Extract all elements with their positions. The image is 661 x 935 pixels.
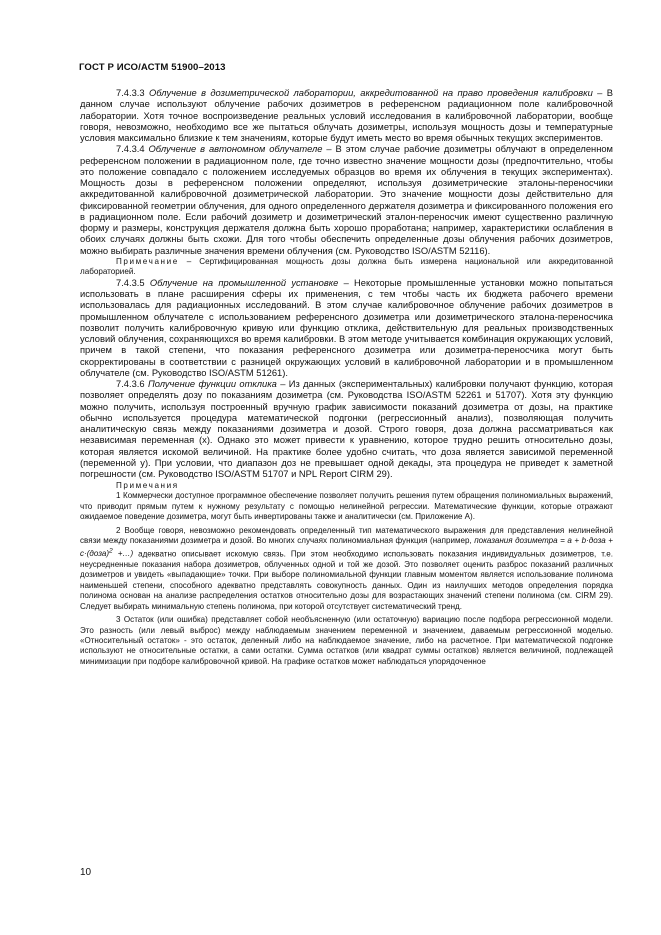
paragraph-title: Облучение на промышленной установке — [149, 277, 339, 288]
paragraph-7-4-3-4 — [80, 144, 613, 257]
note-3: 3 Остаток (или ошибка) представляет собой необъясненную (или остаточную) вариацию после подбора регрессионной модели. Это разность (или левый выброс) между наблюдаемым значением переменной и значением, даваемым регрессионной моделью. «Относительный остаток» - это остаток, деленный либо на наблюдаемое значение, либо на расчетное. При математической подгонке используют не относительные остатки, а сами остатки. Сумма остатков (или квадрат суммы остатков) является величиной, подлежащей минимизации при подборе калибровочной кривой. На графике остатков может наблюдаться упорядоченное — [80, 615, 613, 666]
paragraph-text: – Некоторые промышленные установки можно попытаться использовать в плане расширения сферы их применения, с тем чтобы часть их бюджета рабочего времени использовалась для радиационных исследований. В этом случае калибровочное облучение рабочих дозиметров в промышленном облучателе с использованием референсного дозиметра или дозиметрического эталона-переносчика позволит получить калибровочную кривую или функцию отклика, действительную для реальных производственных условий облучения, сохраняющихся во время калибровки. В этом методе учитывается комбинация окружающих условий, причем в такой степени, что показания референсного дозиметра или дозиметра-переносчика могут быть скорректированы в соответствии с разницей окружающих условий в калибровочной лаборатории и в промышленном облучателе (см. Руководство ISO/ASTM 51261). — [80, 277, 613, 378]
note-certified-dose-rate — [80, 257, 613, 278]
paragraph-number: 7.4.3.5 — [116, 277, 145, 288]
paragraph-number: 7.4.3.4 — [116, 144, 145, 155]
paragraph-7-4-3-5 — [80, 278, 613, 379]
paragraph-text: – В этом случае рабочие дозиметры облучают в определенном референсном положении в радиационном поле, где точно известно значение мощности дозы (предпочтительно, чтобы это положение совпадало с положением исследуемых образцов во время их облучения в текущих экспериментах). Мощность дозы в референсном положении определяют, используя дозиметрические эталоны-переносчики аккредитованной калибровочной дозиметрической лаборатории. Это значение мощности дозы действительно для фиксированной геометрии облучения, для одного определенного держателя дозиметра и фиксированного положения его в радиационном поле. Если рабочий дозиметр и дозиметрический эталон-переносчик имеют существенно различную форму и размеры, конструкция держателя должна быть хорошо проработана; например, характеристики ослабления в обоих случаях должны быть схожи. Для того чтобы обеспечить определенные дозы облучения рабочих дозиметров, можно выбирать различные значения времени облучения (см. Руководство ISO/ASTM 52116). — [80, 144, 613, 256]
paragraph-7-4-3-3 — [80, 88, 613, 144]
standard-header: ГОСТ Р ИСО/АСТМ 51900–2013 — [79, 62, 226, 73]
note-text: – Сертифицированная мощность дозы должна быть измерена национальной или аккредитованной лабораторией. — [80, 256, 613, 277]
document-body — [80, 88, 613, 667]
note-2: 2 Вообще говоря, невозможно рекомендовать определенный тип математического выражения для представления нелинейной связи между показаниями дозиметра и дозой. Во многих случаях полиномиальная функция (например, показания дозиметра = a + b·доза + c·(доза)$^2$ +…) адекватно описывает искомую связь. При этом необходимо использовать показания индивидуальных дозиметров, т.е. неусредненные показания набора дозиметров, облученных одной и той же дозой. Это позволяет оценить разброс показаний различных дозиметров и увидеть «выпадающие» точки. При выборе полиномиальной функции главным моментом является использование полинома наименьшей степени, способного адекватно представлять совокупность данных. Один из наилучших методов определения порядка полинома основан на анализе распределения остатков относительно дозы для возрастающих значений степени полинома (см. CIRM 29). Следует выбирать минимальную степень полинома, при которой отсутствует систематический тренд. — [80, 525, 613, 611]
paragraph-text: – Из данных (экспериментальных) калибровки получают функцию, которая позволяет определять дозу по показаниям дозиметра (см. Руководства ISO/ASTM 52261 и 51707). Хотя эту функцию можно получить, используя построенный вручную график зависимости показаний дозиметра от дозы, на практике обычно используется процедура математической подгонки (регрессионный анализ), позволяющая получить аналитическую связь между показаниями дозиметра и дозой. Строго говоря, доза должна рассматриваться как независимая переменная (x). Однако это может привести к уравнению, которое трудно решить относительно дозы, которая является искомой величиной. На практике более удобно считать, что доза является зависимой переменной (переменной y). При условии, что диапазон доз не превышает одной декады, эта процедура не приведет к заметной погрешности (см. Руководство ISO/ASTM 51707 и NPL Report CIRM 29). — [80, 379, 613, 480]
paragraph-title: Облучение в автономном облучателе — [148, 144, 323, 155]
page-number: 10 — [80, 867, 92, 878]
note-label: Примечание — [116, 256, 179, 266]
paragraph-title: Получение функции отклика — [147, 379, 277, 390]
paragraph-text: – В данном случае используют облучение рабочих дозиметров в референсном радиационном поле калибровочной лаборатории. Хотя точное воспроизведение реальных условий исследования в калибровочной лаборатории, вообще говоря, невозможно, необходимо все же пытаться облучать дозиметры, используя мощность дозы и температурные условия максимально близкие к тем значениям, которые будут иметь место во время обычных текущих экспериментов. — [80, 88, 613, 143]
paragraph-7-4-3-6 — [80, 379, 613, 480]
note-1: 1 Коммерчески доступное программное обеспечение позволяет получить решения путем обращения полиномиальных выражений, что приводит прямым путем к нужному результату с помощью нелинейной регрессии. Математические функции, которые отражают ожидаемое поведение дозиметра, могут быть инвертированы также и аналитически (см. Приложение А). — [80, 491, 613, 522]
paragraph-title: Облучение в дозиметрической лаборатории, аккредитованной на право проведения калибровки — [148, 88, 593, 98]
polynomial-formula: показания дозиметра = a + b·доза + c·(доза)$^2$ +…) — [80, 536, 613, 559]
paragraph-number: 7.4.3.3 — [116, 88, 145, 98]
paragraph-number: 7.4.3.6 — [116, 379, 145, 390]
notes-heading: Примечания — [116, 481, 179, 491]
